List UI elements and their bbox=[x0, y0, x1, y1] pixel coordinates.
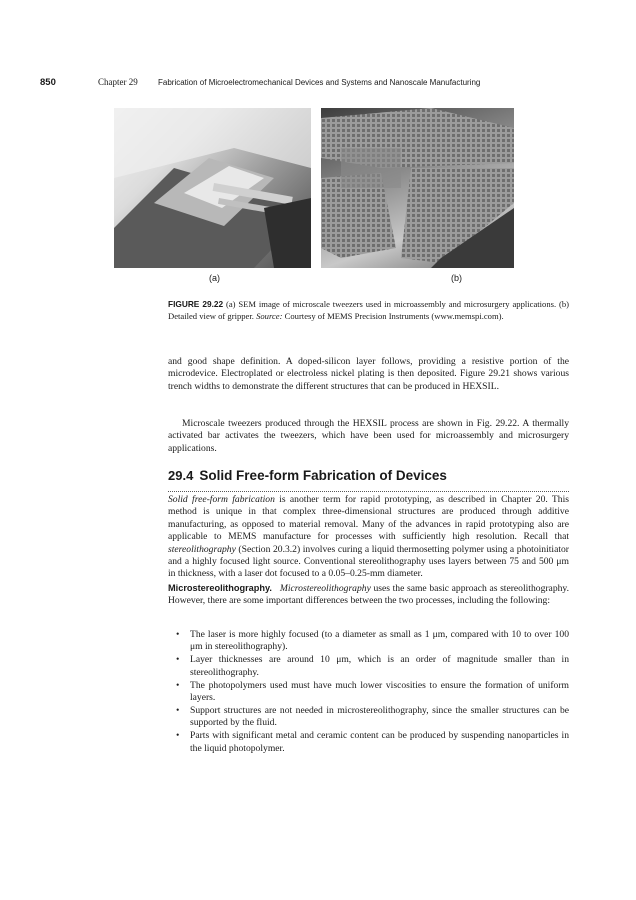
figure-caption-source: Courtesy of MEMS Precision Instruments (www.memspi.com). bbox=[282, 310, 504, 321]
bullet-icon: • bbox=[176, 654, 180, 666]
figure-caption-source-label: Source: bbox=[256, 310, 283, 321]
list-item bbox=[176, 680, 569, 705]
paragraph bbox=[168, 356, 569, 393]
list-item bbox=[176, 730, 569, 755]
list-item bbox=[176, 705, 569, 730]
term-italic: Microstereolithography bbox=[279, 583, 371, 594]
figure-label-b: (b) bbox=[451, 273, 462, 283]
list-item-text: Parts with significant metal and ceramic content can be produced by suspending nanoparticles in the liquid photopolymer. bbox=[190, 730, 569, 754]
list-item-text: Support structures are not needed in microstereolithography, since the smaller structures can be supported by the fluid. bbox=[190, 704, 569, 729]
bullet-icon: • bbox=[176, 629, 180, 640]
bullet-list bbox=[176, 629, 569, 756]
paragraph-text: Microscale tweezers produced through the HEXSIL process are shown in Fig. 29.22. A thermally activated bar activates the tweezers, which have been used for microassembly and microsurgery applications. bbox=[168, 418, 569, 454]
bullet-icon: • bbox=[176, 679, 180, 691]
chapter-label: Chapter 29 bbox=[98, 77, 138, 87]
term-italic: Solid free-form fabrication bbox=[168, 494, 275, 505]
page-number: 850 bbox=[40, 77, 56, 88]
sem-image-gripper-detail bbox=[321, 108, 514, 268]
paragraph bbox=[168, 582, 569, 608]
run-in-heading: Microstereolithography. bbox=[168, 583, 272, 593]
paragraph-text: is another term for rapid prototyping, as described in Chapter 20. This method is unique in that complex three-dimensional structures are produced through additive manufacturing, as opposed to material removal. Many of the advances in rapid prototyping also are applicable to MEMS manufacture for processes with sufficiently high resolution. Recall that bbox=[168, 494, 569, 543]
paragraph-text: and good shape definition. A doped-silicon layer follows, providing a resistive portion of the microdevice. Electroplated or electroless nickel plating is then deposited. Figure 29.21 shows various trench widths to demonstrate the different structures that can be produced in HEXSIL. bbox=[168, 356, 569, 392]
section-number: 29.4 bbox=[168, 468, 194, 483]
list-item-text: Layer thicknesses are around 10 μm, which is an order of magnitude smaller than in stereolithography. bbox=[190, 654, 569, 678]
figure-caption-text: (a) SEM image of microscale tweezers used in microassembly and microsurgery applications. (b) Detailed view of gripper. bbox=[168, 299, 569, 321]
paragraph-text: uses the same basic approach as stereolithography. However, there are some important differences between the two processes, including the following: bbox=[168, 583, 569, 607]
list-item-text: The laser is more highly focused (to a diameter as small as 1 μm, compared with 10 to over 100 μm in stereolithography). bbox=[190, 629, 569, 653]
bullet-icon: • bbox=[176, 704, 180, 716]
figure-caption-label: FIGURE 29.22 bbox=[168, 299, 224, 309]
section-heading bbox=[168, 467, 569, 492]
term-italic: stereolithography bbox=[168, 543, 236, 555]
paragraph bbox=[168, 494, 569, 581]
running-header bbox=[40, 77, 596, 91]
list-item bbox=[176, 629, 569, 654]
list-item-text: The photopolymers used must have much lower viscosities to ensure the formation of uniform layers. bbox=[190, 679, 569, 704]
figure-29-22 bbox=[114, 108, 514, 288]
paragraph bbox=[168, 418, 569, 455]
figure-label-a: (a) bbox=[209, 273, 220, 283]
chapter-title: Fabrication of Microelectromechanical Devices and Systems and Nanoscale Manufacturing bbox=[158, 78, 481, 87]
bullet-icon: • bbox=[176, 730, 180, 742]
sem-image-tweezers bbox=[114, 108, 311, 268]
paragraph-text: (Section 20.3.2) involves curing a liquid thermosetting polymer using a photoinitiator and a highly focused light source. Conventional stereolithography uses layers between 75 and 500 μm in thickness, with a laser dot focused to a 0.05–0.25-mm diameter. bbox=[168, 543, 569, 580]
section-title: Solid Free-form Fabrication of Devices bbox=[199, 468, 447, 483]
list-item bbox=[176, 654, 569, 679]
figure-caption bbox=[168, 299, 569, 322]
